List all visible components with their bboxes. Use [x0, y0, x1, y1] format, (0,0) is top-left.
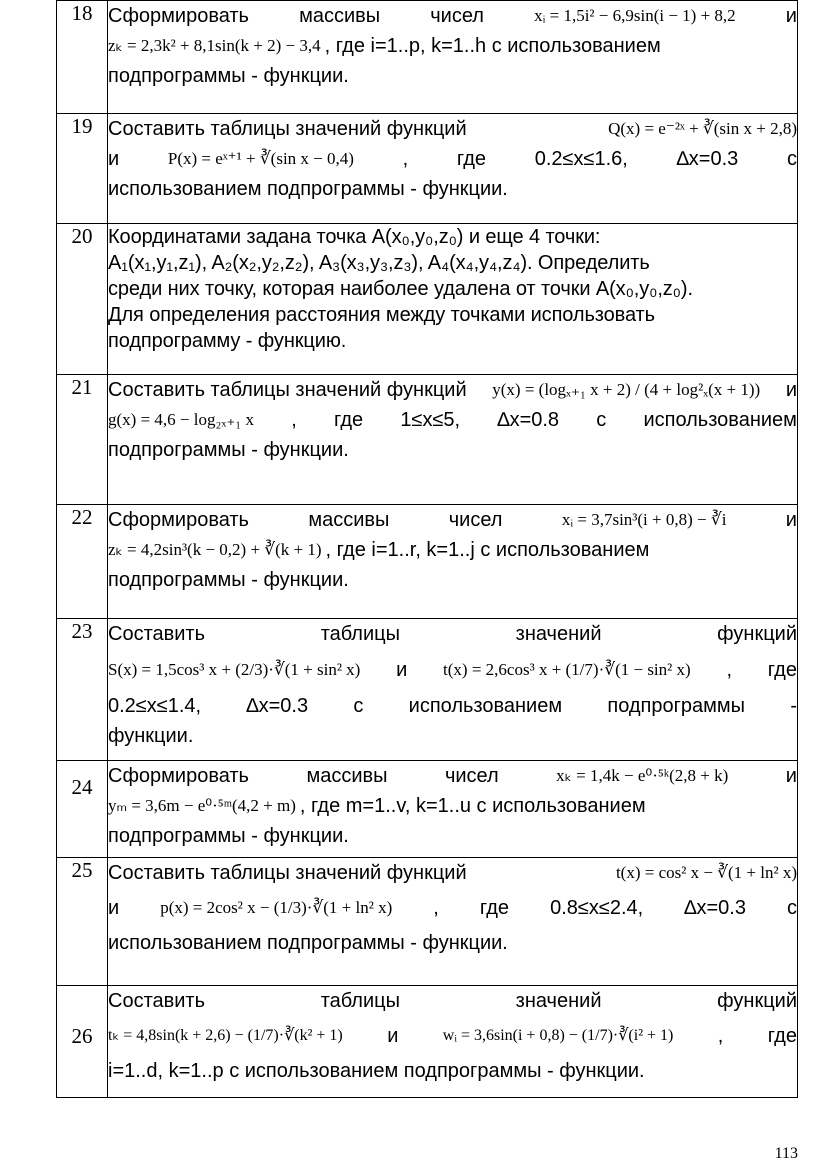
task-number: 18 — [57, 1, 108, 114]
text-fragment: и — [785, 509, 797, 531]
text-fragment: и — [785, 765, 797, 787]
task-text — [108, 505, 798, 619]
text-fragment: с — [596, 409, 607, 431]
text-fragment: массивы — [306, 765, 388, 787]
text-fragment: таблицы — [320, 623, 400, 645]
text-fragment: , где i=1..p, k=1..h с использованием — [324, 35, 661, 57]
text-fragment: использованием подпрограммы - функции. — [108, 932, 508, 954]
task-number: 23 — [57, 619, 108, 761]
formula: p(x) = 2cos² x − (1/3)·∛(1 + ln² x) — [160, 898, 393, 917]
formula: xₖ = 1,4k − e⁰·⁵ᵏ(2,8 + k) — [556, 766, 729, 785]
text-fragment: Составить таблицы значений функций — [108, 379, 467, 401]
text-fragment: и — [785, 379, 797, 401]
task-line — [108, 535, 797, 565]
text-fragment: подпрограммы - функции. — [108, 439, 349, 461]
text-fragment: Составить таблицы значений функций — [108, 862, 467, 884]
task-number: 19 — [57, 114, 108, 224]
text-fragment: 1≤x≤5, — [400, 409, 461, 431]
task-row-22 — [57, 505, 798, 619]
text-fragment: i=1..d, k=1..p с использованием подпрограммы - функции. — [108, 1060, 645, 1082]
task-line — [108, 375, 797, 405]
text-fragment: и — [785, 5, 797, 27]
text-fragment: с — [787, 897, 797, 919]
task-line — [108, 649, 797, 691]
task-text — [108, 114, 798, 224]
task-text — [108, 986, 798, 1098]
text-fragment: функций — [717, 990, 797, 1012]
formula: wᵢ = 3,6sin(i + 0,8) − (1/7)·∛(i² + 1) — [442, 1027, 674, 1044]
text-fragment: подпрограммы - функции. — [108, 569, 349, 591]
formula: y(x) = (logₓ₊₁ x + 2) / (4 + log²ₓ(x + 1)) — [492, 380, 761, 399]
text-fragment: , — [433, 897, 439, 919]
text-fragment: 0.8≤x≤2.4, — [550, 897, 644, 919]
text-fragment: функций — [717, 623, 797, 645]
task-line — [108, 888, 797, 928]
text-fragment: 0.2≤x≤1.6, — [534, 148, 628, 170]
task-line — [108, 1, 797, 31]
page-number: 113 — [774, 1145, 798, 1162]
formula: xᵢ = 3,7sin³(i + 0,8) − ∛i — [561, 510, 727, 529]
task-number: 22 — [57, 505, 108, 619]
task-line — [108, 505, 797, 535]
text-fragment: , — [402, 148, 409, 170]
text-fragment: чисел — [448, 509, 503, 531]
task-line — [108, 435, 797, 465]
formula: t(x) = cos² x − ∛(1 + ln² x) — [615, 863, 797, 882]
text-fragment: 0.2≤x≤1.4, — [108, 695, 202, 717]
task-text — [108, 375, 798, 505]
task-row-18 — [57, 1, 798, 114]
text-line: Для определения расстояния между точками использовать — [108, 304, 655, 326]
task-text — [108, 761, 798, 858]
task-number: 20 — [57, 224, 108, 375]
text-fragment: Сформировать — [108, 509, 249, 531]
task-line — [108, 114, 797, 144]
tasks-table — [56, 0, 798, 1098]
task-line — [108, 174, 797, 204]
task-line — [108, 1016, 797, 1056]
text-fragment: таблицы — [320, 990, 400, 1012]
text-fragment: , — [291, 409, 297, 431]
text-fragment: где — [767, 1025, 797, 1047]
task-row-20 — [57, 224, 798, 375]
task-line — [108, 761, 797, 791]
text-fragment: использованием — [643, 409, 797, 431]
formula: tₖ = 4,8sin(k + 2,6) − (1/7)·∛(k² + 1) — [108, 1027, 343, 1044]
text-fragment: значений — [515, 990, 602, 1012]
task-line — [108, 928, 797, 958]
text-fragment: где — [333, 409, 364, 431]
task-line — [108, 144, 797, 174]
text-fragment: , где m=1..v, k=1..u с использованием — [299, 795, 646, 817]
text-fragment: ∆x=0.3 — [246, 695, 309, 717]
task-number: 25 — [57, 858, 108, 986]
formula: t(x) = 2,6cos³ x + (1/7)·∛(1 − sin² x) — [443, 660, 691, 679]
text-fragment: с — [353, 695, 364, 717]
task-line — [108, 691, 797, 721]
task-line — [108, 61, 797, 91]
text-fragment: , — [717, 1025, 724, 1047]
text-fragment: Составить — [108, 623, 206, 645]
text-fragment: значений — [515, 623, 602, 645]
formula: S(x) = 1,5cos³ x + (2/3)·∛(1 + sin² x) — [108, 660, 361, 679]
formula: zₖ = 2,3k² + 8,1sin(k + 2) − 3,4 — [108, 36, 321, 55]
formula: Q(x) = e⁻²ˣ + ∛(sin x + 2,8) — [608, 119, 797, 138]
text-fragment: использованием подпрограммы - функции. — [108, 178, 508, 200]
task-line — [108, 858, 797, 888]
task-text — [108, 1, 798, 114]
task-text — [108, 858, 798, 986]
text-fragment: массивы — [299, 5, 381, 27]
task-line — [108, 986, 797, 1016]
text-fragment: с — [786, 148, 797, 170]
text-fragment: использованием — [408, 695, 563, 717]
task-number: 24 — [57, 761, 108, 858]
text-fragment: где — [767, 659, 797, 681]
task-line — [108, 565, 797, 595]
text-fragment: ∆x=0.3 — [676, 148, 739, 170]
task-line — [108, 791, 797, 821]
text-fragment: чисел — [444, 765, 499, 787]
text-line: Координатами задана точка A(x₀,y₀,z₀) и еще 4 точки: — [108, 226, 601, 248]
text-fragment: подпрограммы - функции. — [108, 825, 349, 847]
text-fragment: подпрограммы — [607, 695, 746, 717]
formula: g(x) = 4,6 − log₂ₓ₊₁ x — [108, 410, 254, 429]
text-fragment: чисел — [430, 5, 484, 27]
task-line — [108, 821, 797, 851]
text-fragment: , где i=1..r, k=1..j с использованием — [325, 539, 650, 561]
text-fragment: и — [396, 659, 408, 681]
text-line: среди них точку, которая наиболее удалена от точки A(x₀,y₀,z₀). — [108, 278, 693, 300]
task-line — [108, 721, 797, 751]
text-fragment: массивы — [308, 509, 390, 531]
task-line — [108, 1056, 797, 1086]
formula: xᵢ = 1,5i² − 6,9sin(i − 1) + 8,2 — [534, 6, 736, 25]
text-fragment: Составить — [108, 990, 206, 1012]
task-line — [108, 31, 797, 61]
task-row-25 — [57, 858, 798, 986]
text-fragment: Сформировать — [108, 5, 249, 27]
task-row-26 — [57, 986, 798, 1098]
task-line — [108, 405, 797, 435]
text-fragment: и — [108, 897, 120, 919]
text-fragment: , — [726, 659, 732, 681]
formula: zₖ = 4,2sin³(k − 0,2) + ∛(k + 1) — [108, 540, 322, 559]
task-number: 21 — [57, 375, 108, 505]
formula: P(x) = eˣ⁺¹ + ∛(sin x − 0,4) — [167, 149, 354, 168]
text-line: A₁(x₁,y₁,z₁), A₂(x₂,y₂,z₂), A₃(x₃,y₃,z₃), A₄(x₄,y₄,z₄). Определить — [108, 252, 650, 274]
task-row-24 — [57, 761, 798, 858]
task-row-23 — [57, 619, 798, 761]
task-text — [108, 619, 798, 761]
page — [56, 0, 798, 1098]
text-fragment: Сформировать — [108, 765, 249, 787]
task-row-21 — [57, 375, 798, 505]
text-line: подпрограмму - функцию. — [108, 330, 347, 352]
task-text — [108, 224, 798, 375]
text-fragment: функции. — [108, 725, 194, 747]
text-fragment: где — [456, 148, 487, 170]
text-fragment: и — [108, 148, 120, 170]
task-row-19 — [57, 114, 798, 224]
task-number: 26 — [57, 986, 108, 1098]
formula: yₘ = 3,6m − e⁰·⁵ᵐ(4,2 + m) — [108, 796, 296, 815]
task-line — [108, 619, 797, 649]
text-fragment: и — [387, 1025, 399, 1047]
text-fragment: подпрограммы - функции. — [108, 65, 349, 87]
text-fragment: - — [790, 695, 797, 717]
text-fragment: ∆x=0.3 — [684, 897, 746, 919]
text-fragment: где — [479, 897, 510, 919]
text-fragment: ∆x=0.8 — [497, 409, 560, 431]
text-fragment: Составить таблицы значений функций — [108, 118, 467, 140]
